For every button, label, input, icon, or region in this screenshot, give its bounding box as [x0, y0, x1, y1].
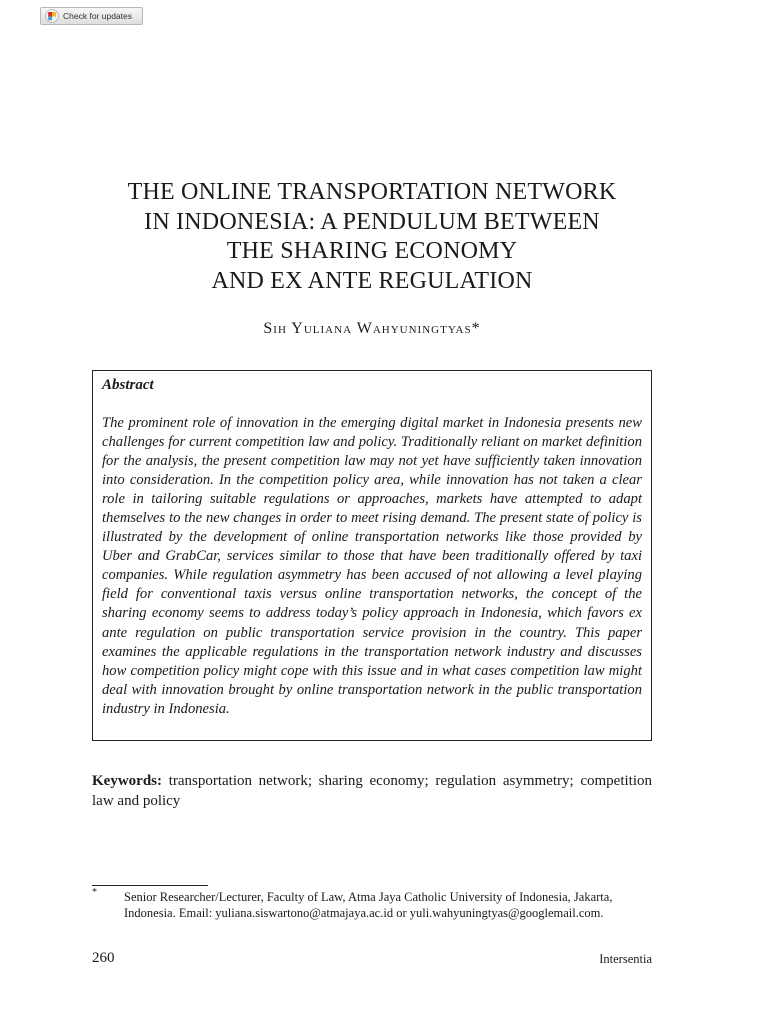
- keywords: [92, 771, 652, 811]
- keywords-text: transportation network; sharing economy; regulation asymmetry; competition law and policy: [92, 773, 652, 809]
- title-line: THE SHARING ECONOMY: [226, 238, 518, 264]
- page-number: 260: [92, 950, 115, 966]
- title-line: THE ONLINE TRANSPORTATION NETWORK: [127, 179, 617, 205]
- paper-title: [60, 178, 684, 296]
- check-for-updates-button[interactable]: [40, 7, 143, 25]
- footnote-text: Senior Researcher/Lecturer, Faculty of Law, Atma Jaya Catholic University of Indonesia, Jakarta, Indonesia. Email: yuliana.siswartono@atmajaya.ac.id or yuli.wahyuningtyas@googlemail.com.: [124, 890, 613, 920]
- abstract-heading: Abstract: [102, 377, 154, 393]
- title-line: IN INDONESIA: A PENDULUM BETWEEN: [144, 208, 600, 235]
- check-for-updates-label: Check for updates: [63, 11, 132, 21]
- keywords-label: Keywords:: [92, 773, 162, 789]
- crossmark-icon: [45, 9, 59, 23]
- publisher-name: Intersentia: [599, 952, 652, 966]
- abstract-box: [92, 370, 652, 741]
- abstract-text: The prominent role of innovation in the emerging digital market in Indonesia presents new challenges for current competition law and policy. Traditionally reliant on market definition for the analysis, the present competition law may not yet have sufficiently taken innovation into consideration. In the competition policy area, while innovation has not taken a clear role in tailoring suitable regulations or approaches, markets have attempted to adapt themselves to the new changes in order to meet rising demand. The present state of policy is illustrated by the development of online transportation networks like those provided by Uber and GrabCar, services similar to those that have been traditionally offered by taxi companies. While regulation asymmetry has been accused of not allowing a level playing field for conventional taxis versus online transportation networks, the concept of the sharing economy seems to address today’s policy approach in Indonesia, which favors ex ante regulation on public transportation service provision in the country. This paper examines the applicable regulations in the transportation network industry and discusses how competition policy might cope with this issue and in what cases competition law might deal with innovation brought by online transportation network in the public transportation industry in Indonesia.: [102, 415, 642, 717]
- footnote-divider: [92, 885, 208, 886]
- title-line: AND EX ANTE REGULATION: [211, 267, 533, 294]
- author-name: Sih Yuliana Wahyuningtyas*: [263, 320, 481, 337]
- footnote-mark: *: [92, 887, 97, 898]
